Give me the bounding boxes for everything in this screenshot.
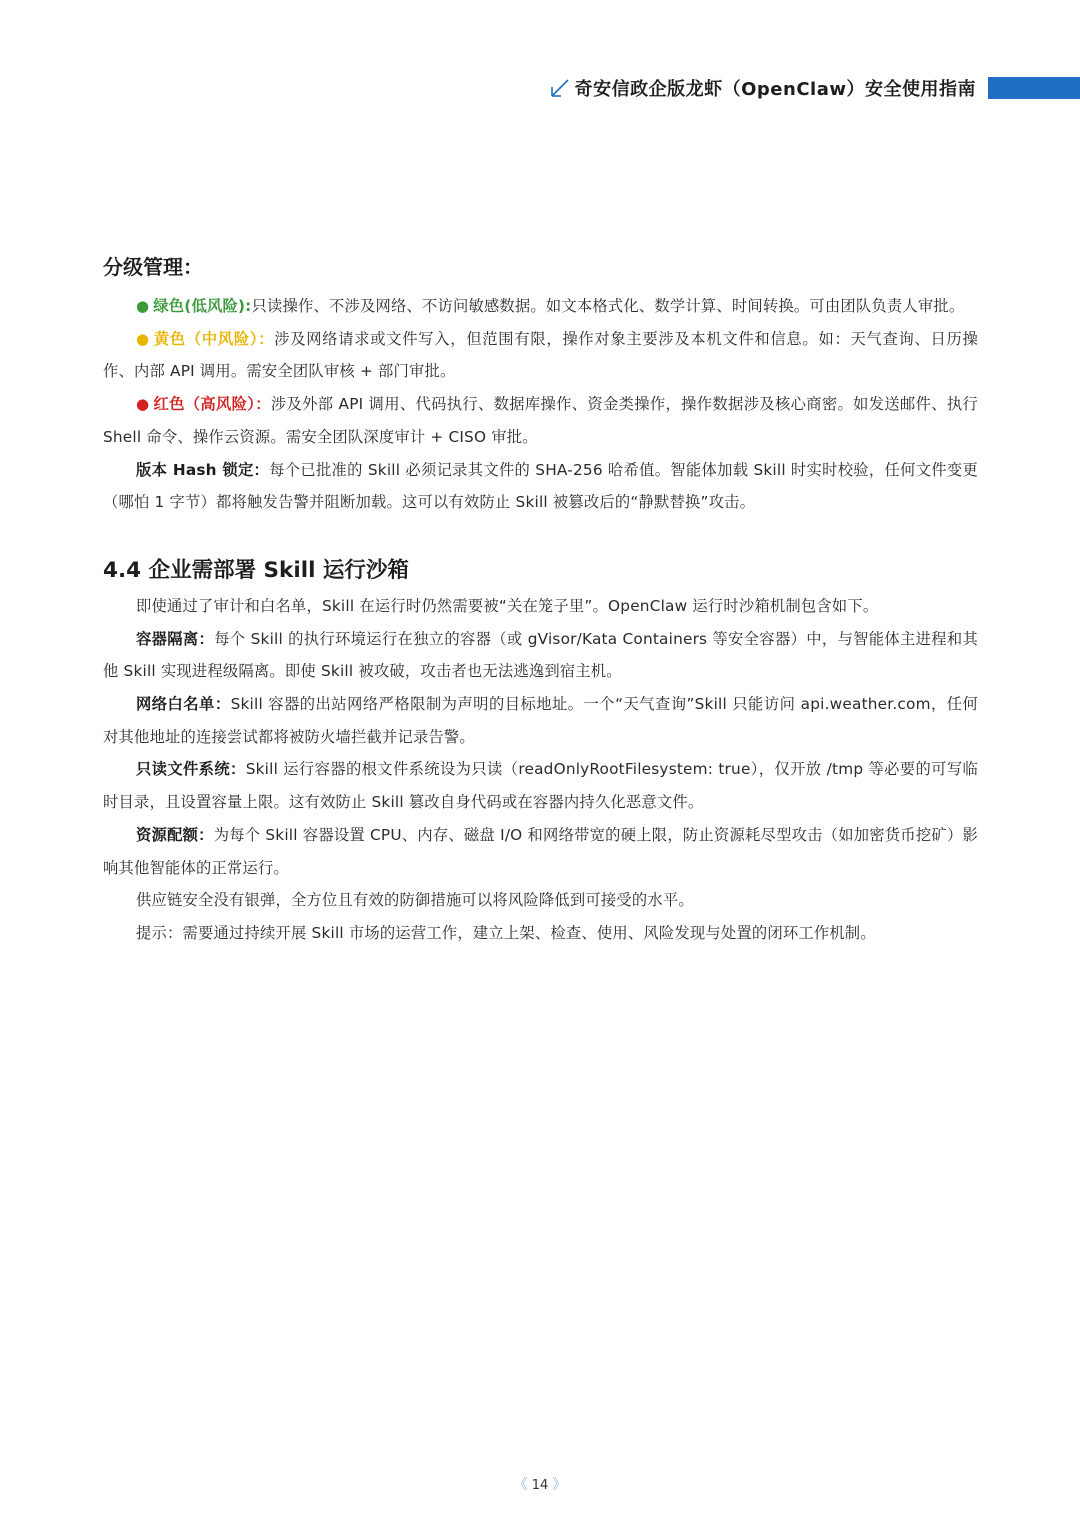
sandbox-item-label: 资源配额： [136, 825, 214, 844]
green-dot-icon: ● [136, 297, 150, 315]
red-dot-icon: ● [136, 395, 150, 414]
section-title: 4.4 企业需部署 Skill 运行沙箱 [103, 557, 409, 583]
tier-green [103, 290, 978, 323]
tier-red-text: 涉及外部 API 调用、代码执行、数据库操作、资金类操作，操作数据涉及核心商密。如发送邮件、执行 Shell 命令、操作云资源。需安全团队深度审计 + CISO 审批。 [103, 395, 979, 446]
tier-yellow [103, 323, 978, 388]
left-bracket: 《 [513, 1477, 528, 1493]
sandbox-item-readonly-fs [103, 753, 978, 818]
tier-green-label: 绿色(低风险): [153, 297, 252, 315]
section-intro: 即使通过了审计和白名单，Skill 在运行时仍然需要被“关在笼子里”。OpenClaw 运行时沙箱机制包含如下。 [136, 596, 879, 615]
sandbox-item-label: 只读文件系统： [136, 760, 246, 779]
right-bracket: 》 [552, 1477, 567, 1493]
tier-yellow-text: 涉及网络请求或文件写入，但范围有限，操作对象主要涉及本机文件和信息。如：天气查询、日历操作、内部 API 调用。需安全团队审核 + 部门审批。 [103, 329, 978, 381]
conclusion-paragraph: 供应链安全没有银弹，全方位且有效的防御措施可以将风险降低到可接受的水平。 [136, 891, 694, 910]
pen-stroke-icon [549, 77, 571, 99]
sandbox-item-container [103, 623, 978, 688]
hash-lock-paragraph [103, 454, 978, 519]
sandbox-item-text: 每个 Skill 的执行环境运行在独立的容器（或 gVisor/Kata Containers 等安全容器）中，与智能体主进程和其他 Skill 实现进程级隔离。即使 Skill 被攻破，攻击者也无法逃逸到宿主机。 [103, 629, 978, 681]
tip-paragraph: 提示：需要通过持续开展 Skill 市场的运营工作，建立上架、检查、使用、风险发现与处置的闭环工作机制。 [136, 923, 876, 942]
tier-red [103, 388, 978, 453]
tier-heading: 分级管理： [103, 255, 203, 279]
page-footer [0, 1474, 1080, 1494]
sandbox-item-quota [103, 819, 978, 884]
tier-green-text: 只读操作、不涉及网络、不访问敏感数据。如文本格式化、数学计算、时间转换。可由团队负责人审批。 [251, 297, 965, 315]
main-content [103, 250, 978, 950]
sandbox-item-text: Skill 容器的出站网络严格限制为声明的目标地址。一个“天气查询”Skill 只能访问 api.weather.com，任何对其他地址的连接尝试都将被防火墙拦截并记录告警。 [103, 695, 978, 746]
page-header [549, 70, 1080, 106]
sandbox-item-text: Skill 运行容器的根文件系统设为只读（readOnlyRootFilesystem: true），仅开放 /tmp 等必要的可写临时目录，且设置容量上限。这有效防止 Skill 篡改自身代码或在容器内持久化恶意文件。 [103, 760, 978, 812]
yellow-dot-icon: ● [136, 329, 150, 348]
tier-red-label: 红色（高风险）： [153, 395, 271, 414]
tier-yellow-label: 黄色（中风险）： [153, 329, 275, 348]
document-title: 奇安信政企版龙虾（OpenClaw）安全使用指南 [574, 79, 976, 100]
hash-lock-text: 每个已批准的 Skill 必须记录其文件的 SHA-256 哈希值。智能体加载 Skill 时实时校验，任何文件变更（哪怕 1 字节）都将触发告警并阻断加载。这可以有效防止 Skill 被篡改后的“静默替换”攻击。 [103, 460, 978, 512]
sandbox-item-label: 网络白名单： [136, 695, 231, 714]
sandbox-item-network [103, 688, 978, 753]
header-accent-bar [988, 77, 1080, 99]
sandbox-item-label: 容器隔离： [136, 629, 215, 648]
sandbox-item-text: 为每个 Skill 容器设置 CPU、内存、磁盘 I/O 和网络带宽的硬上限，防止资源耗尽型攻击（如加密货币挖矿）影响其他智能体的正常运行。 [103, 825, 978, 877]
hash-lock-label: 版本 Hash 锁定： [136, 460, 270, 479]
page-number: 14 [531, 1478, 549, 1493]
